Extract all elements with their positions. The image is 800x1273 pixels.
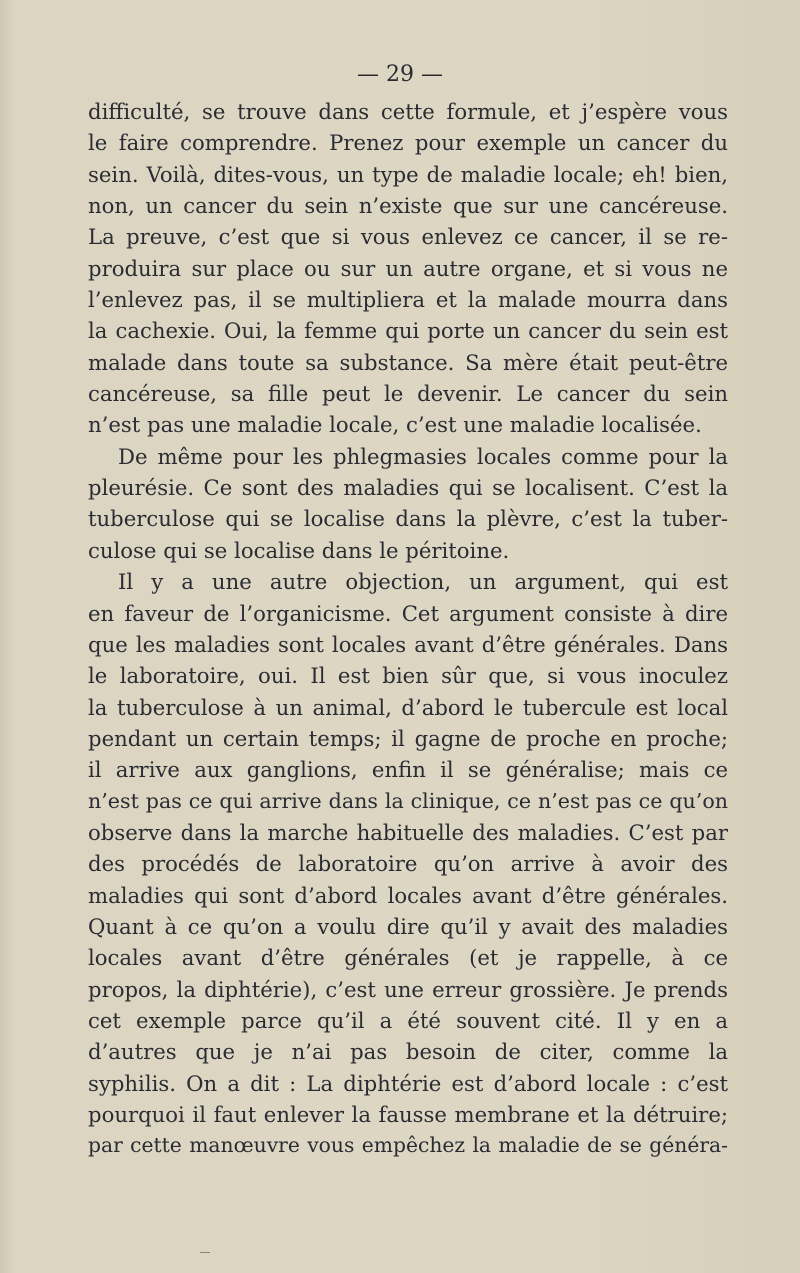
text-line: sein. Voilà, dites-vous, un type de maladie locale; eh! bien, <box>88 161 728 187</box>
text-line: d’autres que je n’ai pas besoin de citer, comme la <box>88 1039 728 1065</box>
text-line: La preuve, c’est que si vous enlevez ce cancer, il se re- <box>88 224 728 250</box>
text-line: locales avant d’être générales (et je rappelle, à ce <box>88 945 728 971</box>
text-line: l’enlevez pas, il se multipliera et la malade mourra dans <box>88 287 728 313</box>
text-line: des procédés de laboratoire qu’on arrive à avoir des <box>88 851 728 877</box>
text-line: en faveur de l’organicisme. Cet argument consiste à dire <box>88 600 728 626</box>
body-text <box>88 96 728 1162</box>
text-line: n’est pas ce qui arrive dans la clinique, ce n’est pas ce qu’on <box>88 788 728 813</box>
text-line: pleurésie. Ce sont des maladies qui se localisent. C’est la <box>88 475 728 501</box>
text-line: par cette manœuvre vous empêchez la maladie de se généra- <box>88 1133 728 1158</box>
text-line: Il y a une autre objection, un argument, qui est <box>118 569 728 595</box>
text-line: cet exemple parce qu’il a été souvent cité. Il y en a <box>88 1007 728 1033</box>
text-line: observe dans la marche habituelle des maladies. C’est par <box>88 819 728 845</box>
text-line: n’est pas une maladie locale, c’est une maladie localisée. <box>88 412 702 438</box>
text-line: non, un cancer du sein n’existe que sur une cancéreuse. <box>88 193 728 219</box>
text-line: pendant un certain temps; il gagne de proche en proche; <box>88 725 728 751</box>
text-line: propos, la diphtérie), c’est une erreur grossière. Je prends <box>88 976 728 1002</box>
text-line: la cachexie. Oui, la femme qui porte un cancer du sein est <box>88 318 728 344</box>
text-line: le faire comprendre. Prenez pour exemple un cancer du <box>88 130 728 156</box>
text-line: il arrive aux ganglions, enfin il se généralise; mais ce <box>88 757 728 783</box>
text-line: tuberculose qui se localise dans la plèvre, c’est la tuber- <box>88 506 728 532</box>
page-number: — 29 — <box>357 62 443 87</box>
text-line: maladies qui sont d’abord locales avant d’être générales. <box>88 882 728 908</box>
text-line: culose qui se localise dans le péritoine. <box>88 537 510 563</box>
text-line: syphilis. On a dit : La diphtérie est d’abord locale : c’est <box>88 1070 728 1096</box>
text-line: Quant à ce qu’on a voulu dire qu’il y avait des maladies <box>88 913 728 939</box>
text-line: produira sur place ou sur un autre organe, et si vous ne <box>88 255 728 281</box>
text-line: cancéreuse, sa fille peut le devenir. Le cancer du sein <box>88 381 728 407</box>
text-line: la tuberculose à un animal, d’abord le tubercule est local <box>88 694 728 720</box>
text-line: que les maladies sont locales avant d’être générales. Dans <box>88 631 728 657</box>
text-line: De même pour les phlegmasies locales comme pour la <box>118 443 728 469</box>
text-line: malade dans toute sa substance. Sa mère était peut-être <box>88 349 728 375</box>
page-blemish <box>200 1252 210 1253</box>
text-line: pourquoi il faut enlever la fausse membrane et la détruire; <box>88 1102 728 1127</box>
text-line: le laboratoire, oui. Il est bien sûr que, si vous inoculez <box>88 663 728 689</box>
text-line: difficulté, se trouve dans cette formule, et j’espère vous <box>88 99 728 124</box>
